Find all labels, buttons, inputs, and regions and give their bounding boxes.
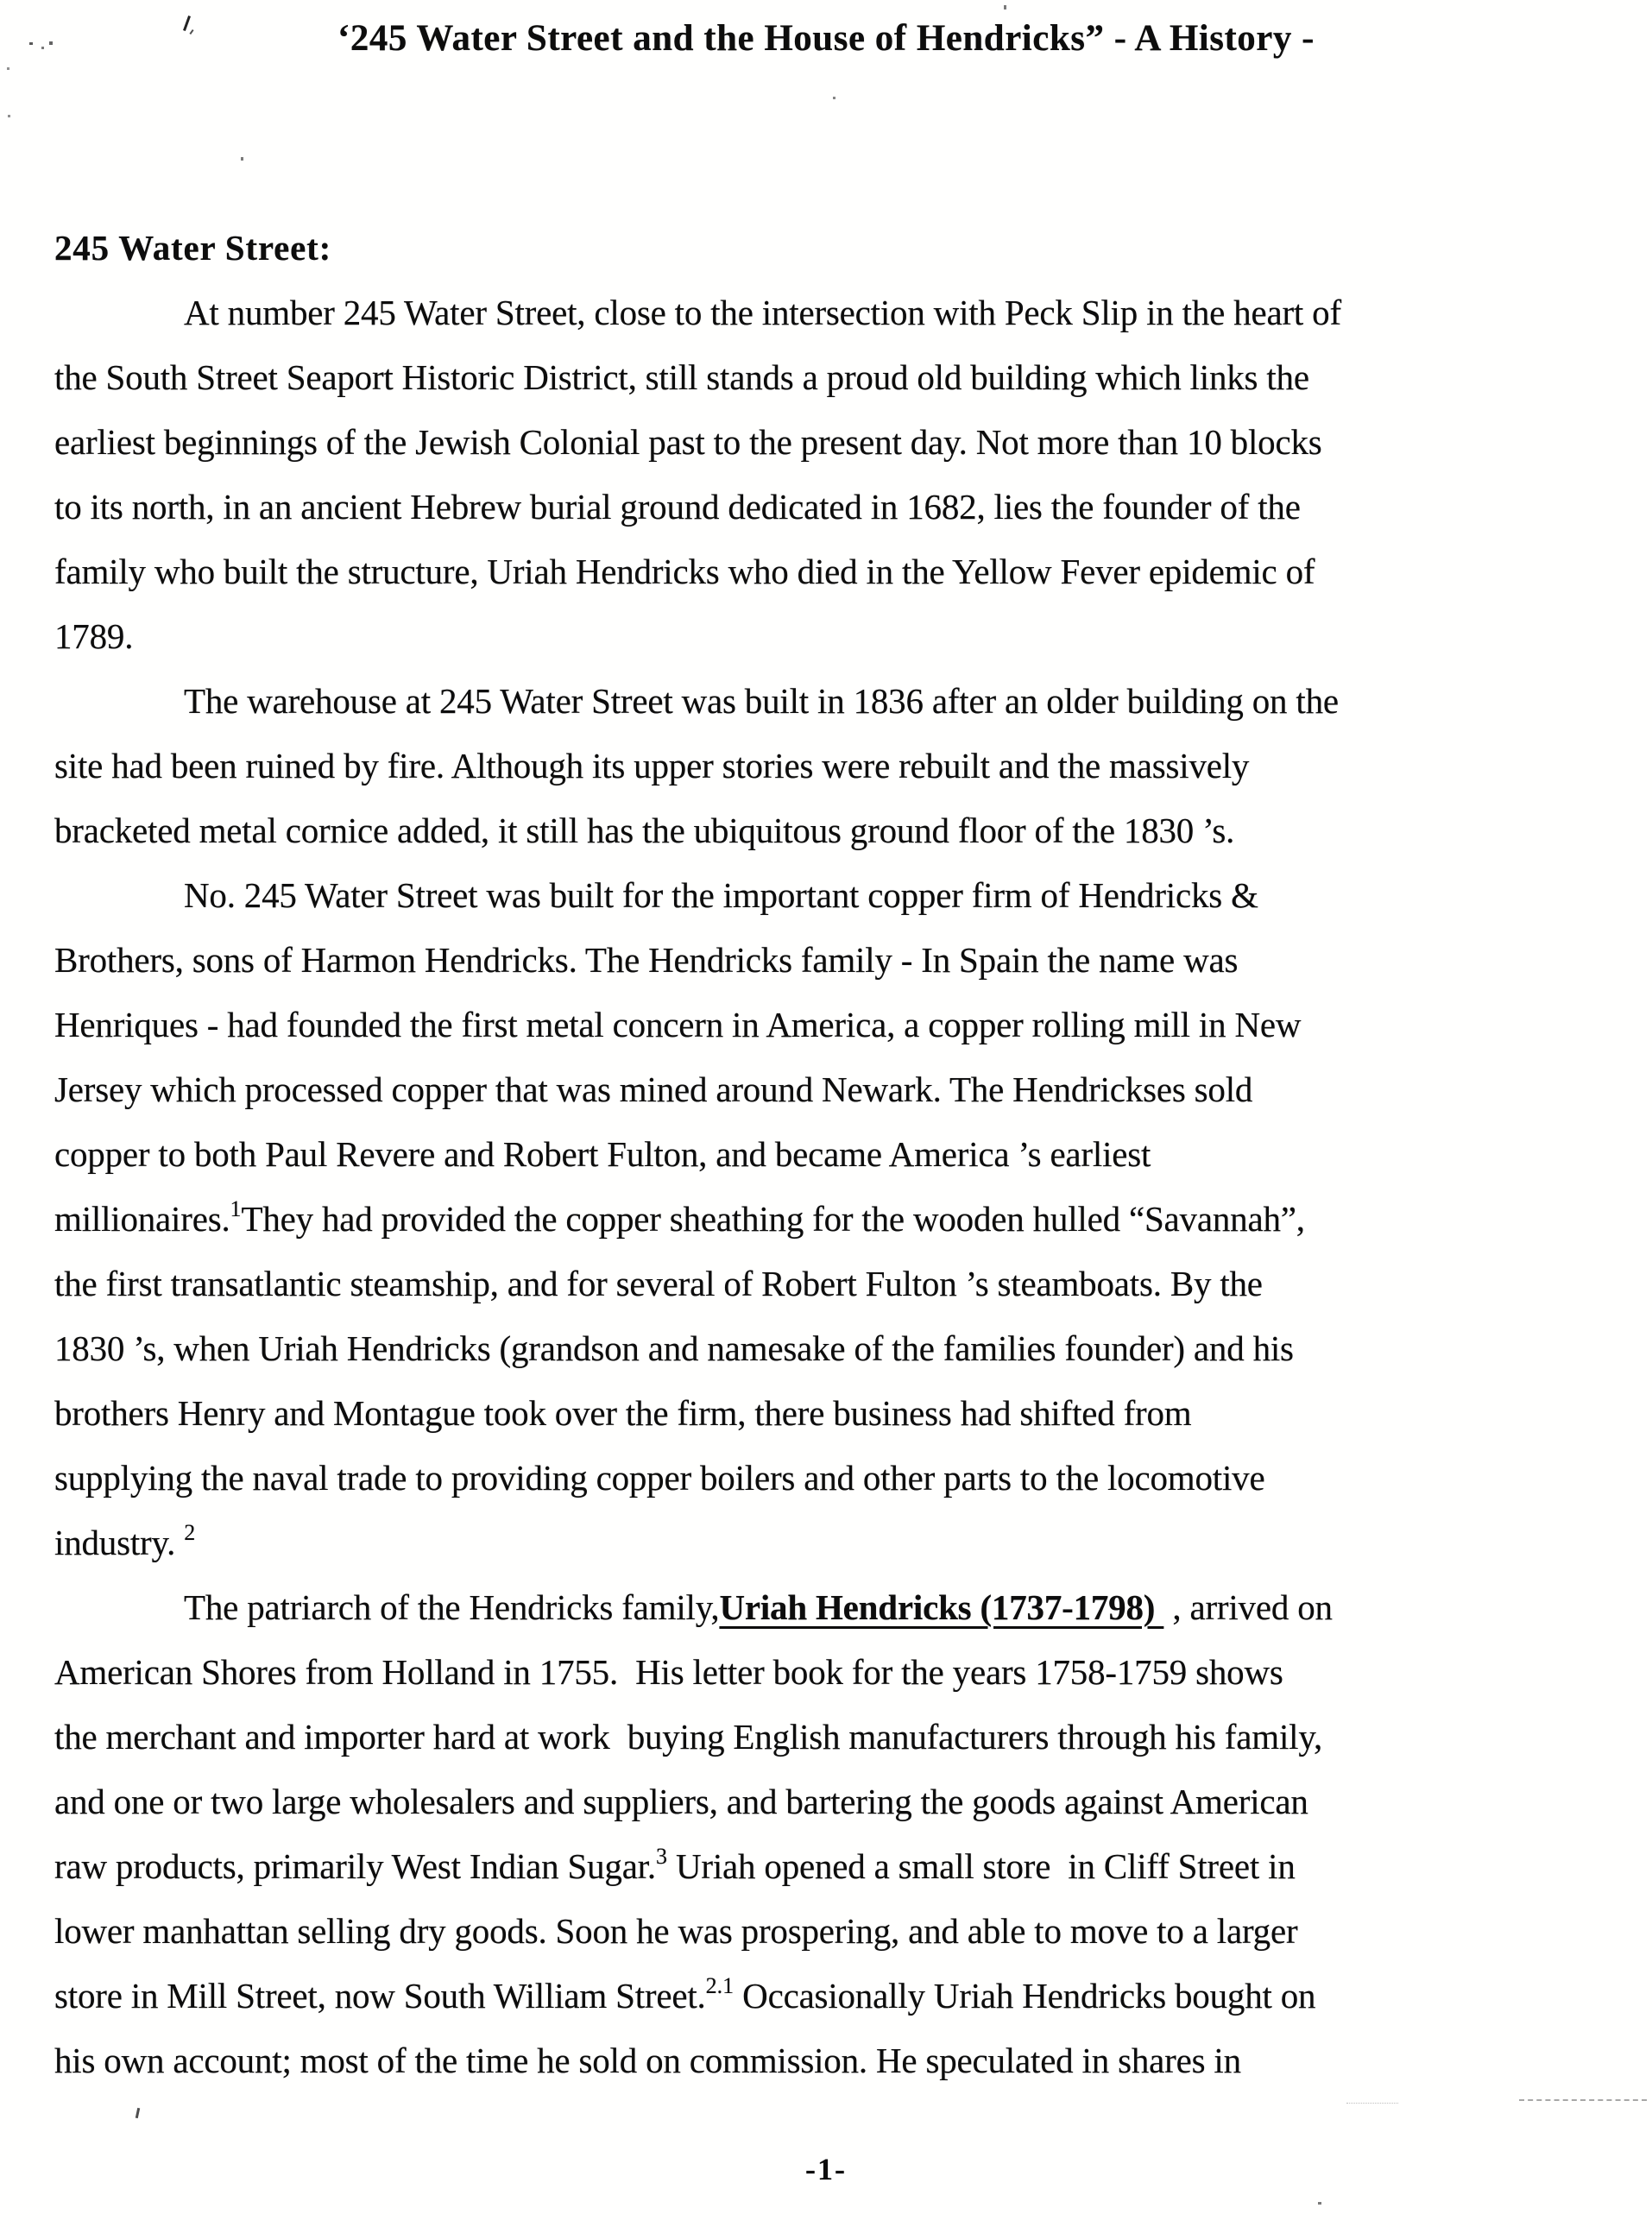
text-line: to its north, in an ancient Hebrew burial ground dedicated in 1682, lies the founder of the	[54, 487, 1301, 527]
text-line: The patriarch of the Hendricks family,Uriah Hendricks (1737-1798) , arrived on	[184, 1587, 1333, 1627]
text-line: raw products, primarily West Indian Sugar.$^3$ Uriah opened a small store in Cliff Street in	[54, 1844, 1296, 1886]
text-line: At number 245 Water Street, close to the intersection with Peck Slip in the heart of	[184, 293, 1341, 332]
paragraph	[54, 281, 1608, 669]
footnote-reference: 1	[230, 1196, 242, 1221]
text-line: industry. $^2$	[54, 1520, 196, 1562]
paragraphs	[54, 281, 1608, 2093]
text-line: family who built the structure, Uriah Hendricks who died in the Yellow Fever epidemic of	[54, 552, 1315, 591]
text-line: brothers Henry and Montague took over the firm, there business had shifted from	[54, 1393, 1192, 1433]
scan-artifact	[7, 67, 9, 70]
text-line: the first transatlantic steamship, and for several of Robert Fulton ’s steamboats. By the	[54, 1264, 1263, 1303]
scan-artifact	[29, 42, 33, 45]
text-line: store in Mill Street, now South William Street.$^{2.1}$ Occasionally Uriah Hendricks bought on	[54, 1973, 1316, 2016]
text-line: millionaires.$^1$They had provided the copper sheathing for the wooden hulled “Savannah”,	[54, 1196, 1305, 1239]
text-line: the South Street Seaport Historic District, still stands a proud old building which links the	[54, 357, 1309, 397]
scan-artifact	[1519, 2099, 1647, 2101]
emphasized-name: Uriah Hendricks (1737-1798)	[719, 1587, 1164, 1627]
scan-artifact	[241, 157, 243, 161]
scan-artifact	[1004, 5, 1006, 9]
text-line: supplying the naval trade to providing copper boilers and other parts to the locomotive	[54, 1458, 1265, 1498]
section-heading: 245 Water Street:	[54, 228, 332, 268]
text-line: No. 245 Water Street was built for the important copper firm of Hendricks &	[184, 875, 1258, 915]
text-line: American Shores from Holland in 1755. His letter book for the years 1758-1759 shows	[54, 1652, 1283, 1692]
scan-artifact	[1346, 2103, 1398, 2104]
paragraph	[54, 1575, 1608, 2093]
text-line: earliest beginnings of the Jewish Colonial past to the present day. Not more than 10 blocks	[54, 422, 1322, 462]
scan-artifact	[8, 115, 10, 117]
document-title: ‘245 Water Street and the House of Hendricks” - A History -	[337, 18, 1315, 59]
footnote-reference: 3	[655, 1844, 667, 1869]
scan-artifact	[41, 47, 44, 49]
document-body	[54, 216, 1608, 2093]
text-line: Jersey which processed copper that was mined around Newark. The Hendrickses sold	[54, 1069, 1253, 1109]
paragraph	[54, 863, 1608, 1575]
footnote-reference: 2.1	[705, 1973, 735, 1998]
text-line: Brothers, sons of Harmon Hendricks. The Hendricks family - In Spain the name was	[54, 940, 1239, 980]
scan-artifact	[833, 97, 835, 99]
text-line: site had been ruined by fire. Although its upper stories were rebuilt and the massively	[54, 746, 1250, 785]
paragraph	[54, 669, 1608, 863]
scan-artifact	[1318, 2202, 1321, 2205]
scan-artifact	[49, 41, 53, 45]
text-line: 1789.	[54, 616, 134, 656]
text-line: Henriques - had founded the first metal concern in America, a copper rolling mill in New	[54, 1005, 1302, 1044]
text-line: and one or two large wholesalers and suppliers, and bartering the goods against American	[54, 1782, 1308, 1821]
text-line: The warehouse at 245 Water Street was built in 1836 after an older building on the	[184, 681, 1339, 721]
footnote-reference: 2	[184, 1520, 196, 1545]
text-line: bracketed metal cornice added, it still has the ubiquitous ground floor of the 1830 ’s.	[54, 811, 1235, 850]
text-line: the merchant and importer hard at work buying English manufacturers through his family,	[54, 1717, 1323, 1757]
text-line: his own account; most of the time he sold on commission. He speculated in shares in	[54, 2041, 1241, 2080]
text-line: 1830 ’s, when Uriah Hendricks (grandson and namesake of the families founder) and his	[54, 1328, 1294, 1368]
text-line: lower manhattan selling dry goods. Soon he was prospering, and able to move to a larger	[54, 1911, 1298, 1951]
text-line: copper to both Paul Revere and Robert Fulton, and became America ’s earliest	[54, 1134, 1151, 1174]
scan-artifact	[136, 2108, 140, 2118]
page-number: -1-	[805, 2152, 847, 2186]
